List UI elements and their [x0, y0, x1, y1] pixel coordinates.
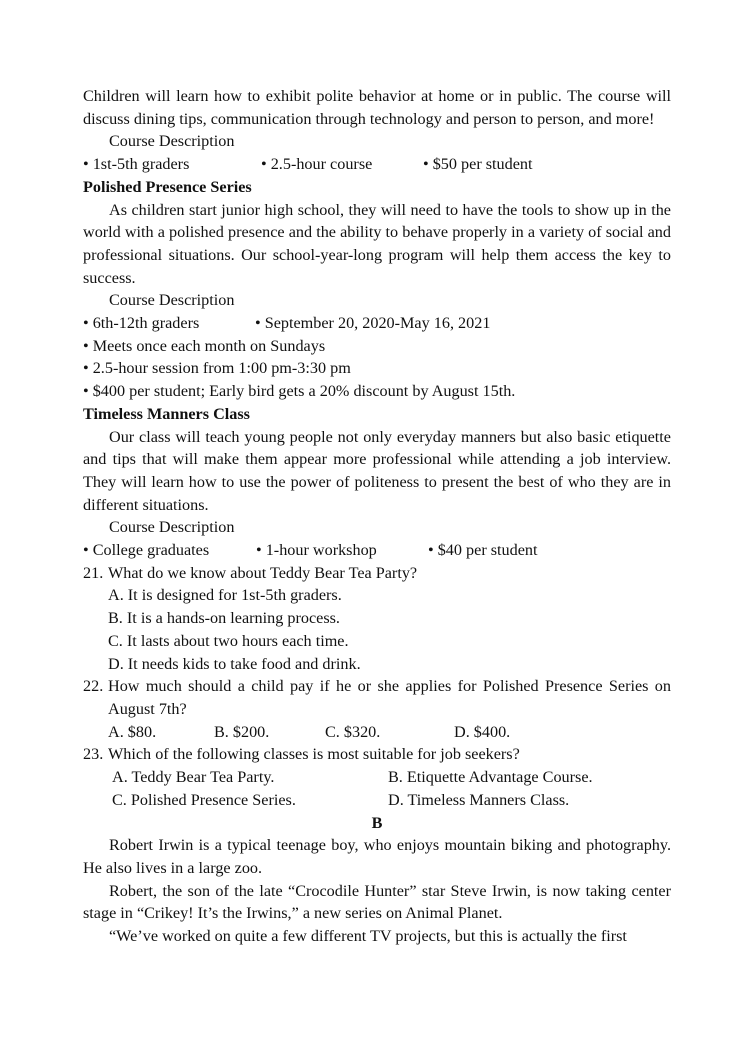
option-c: C. Polished Presence Series. — [112, 790, 296, 809]
option-b: B. Etiquette Advantage Course. — [388, 768, 593, 787]
bullet-audience: • College graduates — [83, 541, 210, 560]
polished-bullet-row — [83, 312, 671, 335]
question-22-options — [83, 721, 671, 744]
option-c: C. It lasts about two hours each time. — [108, 631, 349, 650]
bullet-price: • $400 per student; Early bird gets a 20% discount by August 15th. — [83, 382, 516, 401]
polished-presence-heading: Polished Presence Series — [83, 177, 252, 196]
bullet-grades: • 6th-12th graders — [83, 314, 200, 333]
polished-course-description-label: Course Description — [109, 291, 235, 310]
option-d: D. It needs kids to take food and drink. — [108, 654, 361, 673]
option-c: C. $320. — [325, 722, 381, 741]
question-text: How much should a child pay if he or she applies for Polished Presence Series on August 7th? — [108, 677, 671, 718]
question-21 — [83, 562, 671, 585]
option-b: B. It is a hands-on learning process. — [108, 609, 340, 628]
bullet-price: • $40 per student — [428, 541, 538, 560]
question-number: 21. — [83, 563, 104, 582]
timeless-manners-heading: Timeless Manners Class — [83, 404, 250, 423]
section-b-paragraph-1: Robert Irwin is a typical teenage boy, who enjoys mountain biking and photography. He also lives in a large zoo. — [83, 836, 671, 877]
section-b-paragraph-2: Robert, the son of the late “Crocodile Hunter” star Steve Irwin, is now taking center stage in “Crikey! It’s the Irwins,” a new series on Animal Planet. — [83, 881, 671, 923]
bullet-session: • 2.5-hour session from 1:00 pm-3:30 pm — [83, 359, 351, 378]
timeless-manners-paragraph: Our class will teach young people not only everyday manners but also basic etiquette and tips that will make them appear more professional while attending a job interview. They will learn how to use the power of politeness to present the best of who they are in different situations. — [83, 427, 671, 514]
bullet-duration: • 2.5-hour course — [261, 155, 373, 174]
intro-course-description-label: Course Description — [109, 132, 235, 151]
question-22 — [83, 675, 671, 720]
timeless-course-description-label: Course Description — [109, 518, 235, 537]
option-a: A. Teddy Bear Tea Party. — [112, 768, 275, 787]
option-a: A. $80. — [108, 722, 157, 741]
polished-presence-paragraph: As children start junior high school, they will need to have the tools to show up in the world with a polished presence and the ability to behave properly in a variety of social and professional situations. Our school-year-long program will help them access the key to success. — [83, 200, 671, 287]
option-b: B. $200. — [214, 722, 270, 741]
bullet-dates: • September 20, 2020-May 16, 2021 — [255, 314, 491, 333]
question-text: What do we know about Teddy Bear Tea Party? — [108, 563, 418, 582]
section-b-paragraph-3: “We’ve worked on quite a few different TV projects, but this is actually the first — [109, 927, 627, 946]
option-d: D. $400. — [454, 722, 511, 741]
question-text: Which of the following classes is most suitable for job seekers? — [108, 745, 520, 764]
question-number: 22. — [83, 677, 104, 696]
bullet-duration: • 1-hour workshop — [256, 541, 377, 560]
question-23 — [83, 743, 671, 766]
bullet-meets: • Meets once each month on Sundays — [83, 336, 326, 355]
option-d: D. Timeless Manners Class. — [388, 790, 570, 809]
document-page — [83, 85, 671, 948]
timeless-bullet-row — [83, 539, 671, 562]
bullet-price: • $50 per student — [423, 155, 533, 174]
intro-bullet-row — [83, 153, 671, 176]
question-23-options — [83, 766, 671, 811]
bullet-grades: • 1st-5th graders — [83, 155, 190, 174]
section-b-label: B — [371, 813, 383, 832]
option-a: A. It is designed for 1st-5th graders. — [108, 586, 342, 605]
question-number: 23. — [83, 745, 104, 764]
intro-paragraph: Children will learn how to exhibit polite behavior at home or in public. The course will discuss dining tips, communication through technology and person to person, and more! — [83, 87, 671, 128]
